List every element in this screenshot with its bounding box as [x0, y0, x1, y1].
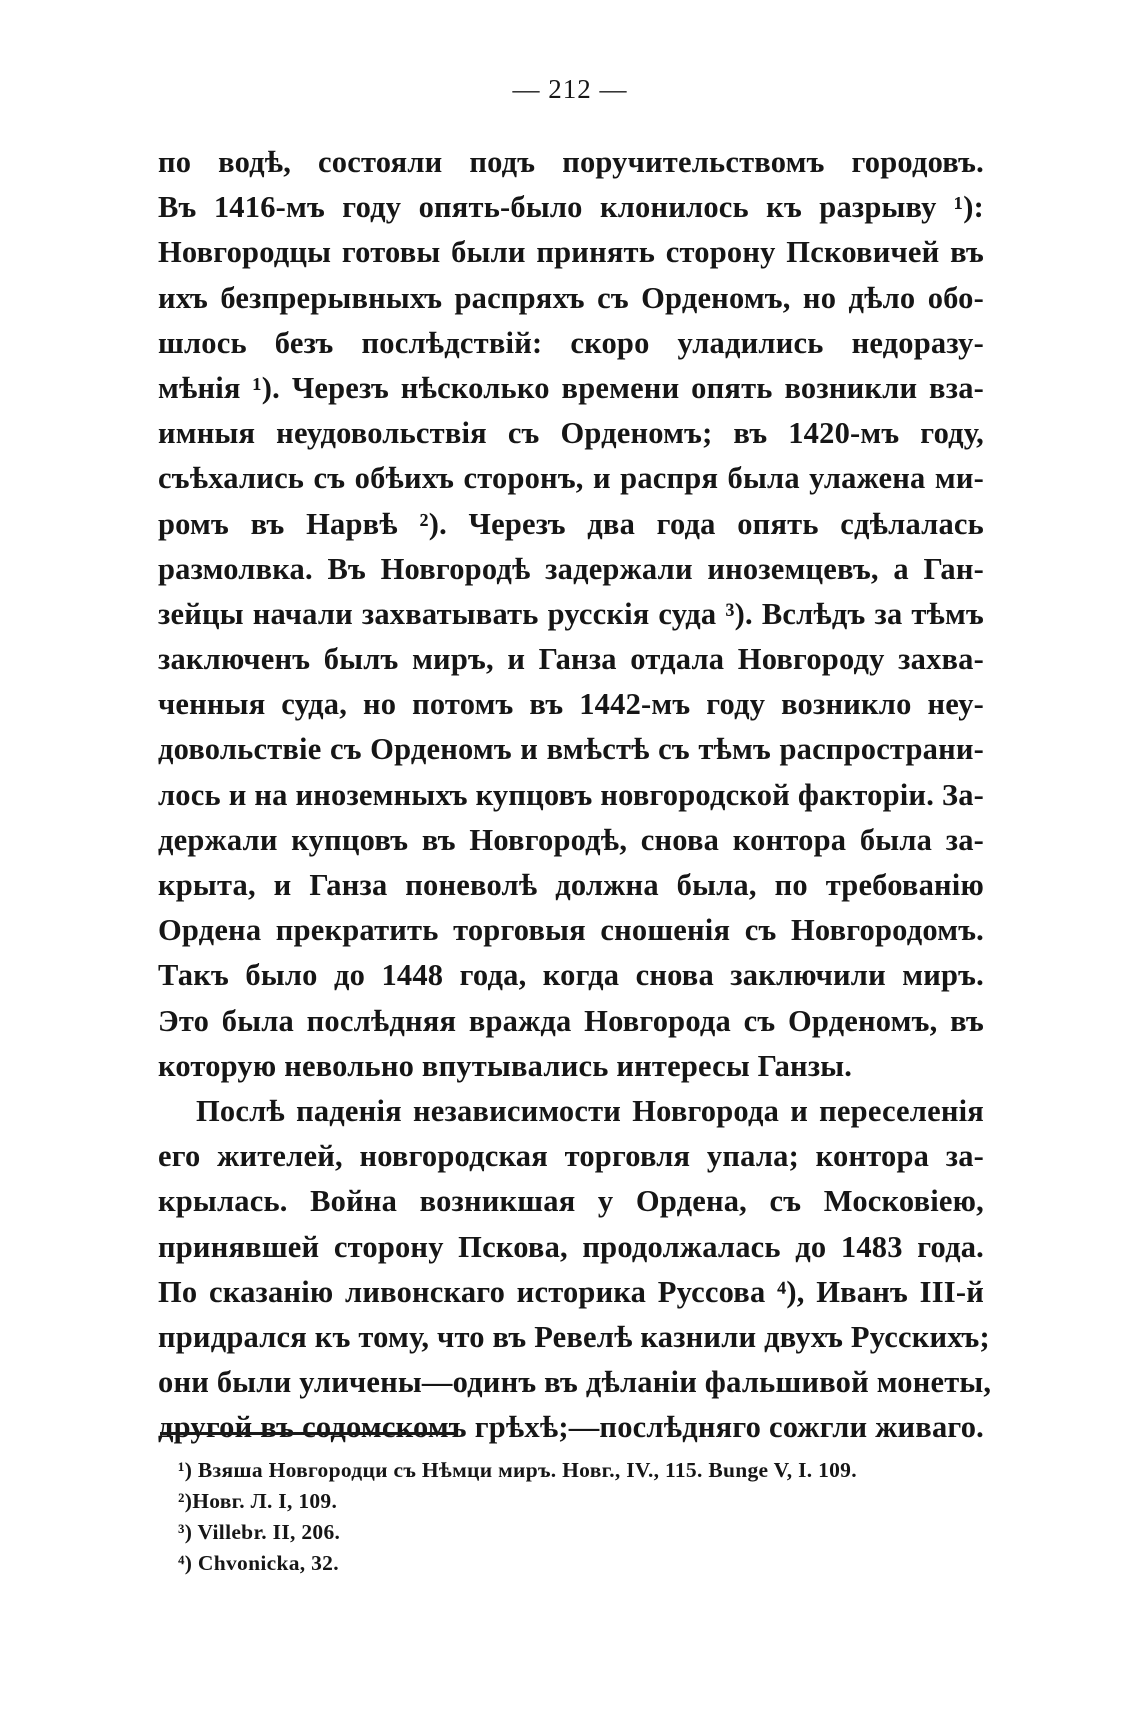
text-line: держали купцовъ въ Новгородѣ, снова контора была за- — [158, 822, 984, 857]
page-number: — 212 — — [512, 74, 628, 104]
footnotes — [178, 1455, 998, 1579]
footnote: ¹) Взяша Новгородци съ Нѣмци миръ. Новг., IV., 115. Bunge V, I. 109. — [178, 1458, 857, 1482]
text-line: зейцы начали захватывать русскія суда ³). Вслѣдъ за тѣмъ — [158, 596, 984, 631]
text-line: крылась. Война возникшая у Ордена, съ Московіею, — [158, 1184, 984, 1219]
text-line: его жителей, новгородская торговля упала; контора за- — [158, 1139, 984, 1174]
text-line: ихъ безпрерывныхъ распряхъ съ Орденомъ, но дѣло обо- — [158, 280, 984, 315]
text-line: которую невольно впутывались интересы Ганзы. — [158, 1048, 853, 1083]
text-line: Послѣ паденія независимости Новгорода и переселенія — [196, 1093, 984, 1128]
footnote: ⁴) Chvonicka, 32. — [178, 1551, 339, 1575]
text-line: заключенъ былъ миръ, и Ганза отдала Новгороду захва- — [158, 642, 984, 677]
text-line: имныя неудовольствія съ Орденомъ; въ 1420-мъ году, — [158, 416, 984, 451]
text-line: По сказанію ливонскаго историка Руссова ⁴), Иванъ III-й — [158, 1274, 984, 1309]
text-line: Новгородцы готовы были принять сторону Псковичей въ — [158, 235, 984, 270]
text-line: мѣнія ¹). Черезъ нѣсколько времени опять возникли вза- — [158, 370, 984, 405]
text-line: размолвка. Въ Новгородѣ задержали иноземцевъ, а Ган- — [158, 551, 984, 586]
text-line: по водѣ, состояли подъ поручительствомъ городовъ. — [158, 145, 984, 179]
footnote: ³) Villebr. II, 206. — [178, 1520, 341, 1544]
text-line: лось и на иноземныхъ купцовъ новгородской факторіи. За- — [158, 777, 984, 812]
text-line: ромъ въ Нарвѣ ²). Черезъ два года опять сдѣлалась — [158, 506, 984, 541]
text-line: придрался къ тому, что въ Ревелѣ казнили двухъ Русскихъ; — [158, 1319, 990, 1354]
footnote: ²)Новг. Л. I, 109. — [178, 1489, 338, 1513]
text-line: Такъ было до 1448 года, когда снова заключили миръ. — [158, 958, 984, 993]
text-line: Ордена прекратить торговыя сношенія съ Новгородомъ. — [158, 913, 984, 948]
text-line: ченныя суда, но потомъ въ 1442-мъ году возникло неу- — [158, 687, 984, 722]
text-line: Въ 1416-мъ году опять-было клонилось къ разрыву ¹): — [158, 190, 984, 225]
text-line: принявшей сторону Пскова, продолжалась до 1483 года. — [158, 1229, 984, 1264]
text-line: крыта, и Ганза поневолѣ должна была, по требованію — [158, 868, 984, 902]
text-line: они были уличены—одинъ въ дѣланіи фальшивой монеты, — [158, 1365, 992, 1400]
text-line: съѣхались съ обѣихъ сторонъ, и распря была улажена ми- — [158, 461, 984, 496]
text-line: Это была послѣдняя вражда Новгорода съ Орденомъ, въ — [158, 1003, 984, 1038]
text-line: довольствіе съ Орденомъ и вмѣстѣ съ тѣмъ распространи- — [158, 732, 984, 767]
body-text — [158, 140, 992, 1450]
text-line: другой въ содомскомъ грѣхѣ;—послѣдняго сожгли живаго. — [158, 1410, 984, 1445]
text-line: шлось безъ послѣдствій: скоро уладились недоразу- — [158, 325, 984, 360]
footnote-divider — [160, 1432, 458, 1435]
